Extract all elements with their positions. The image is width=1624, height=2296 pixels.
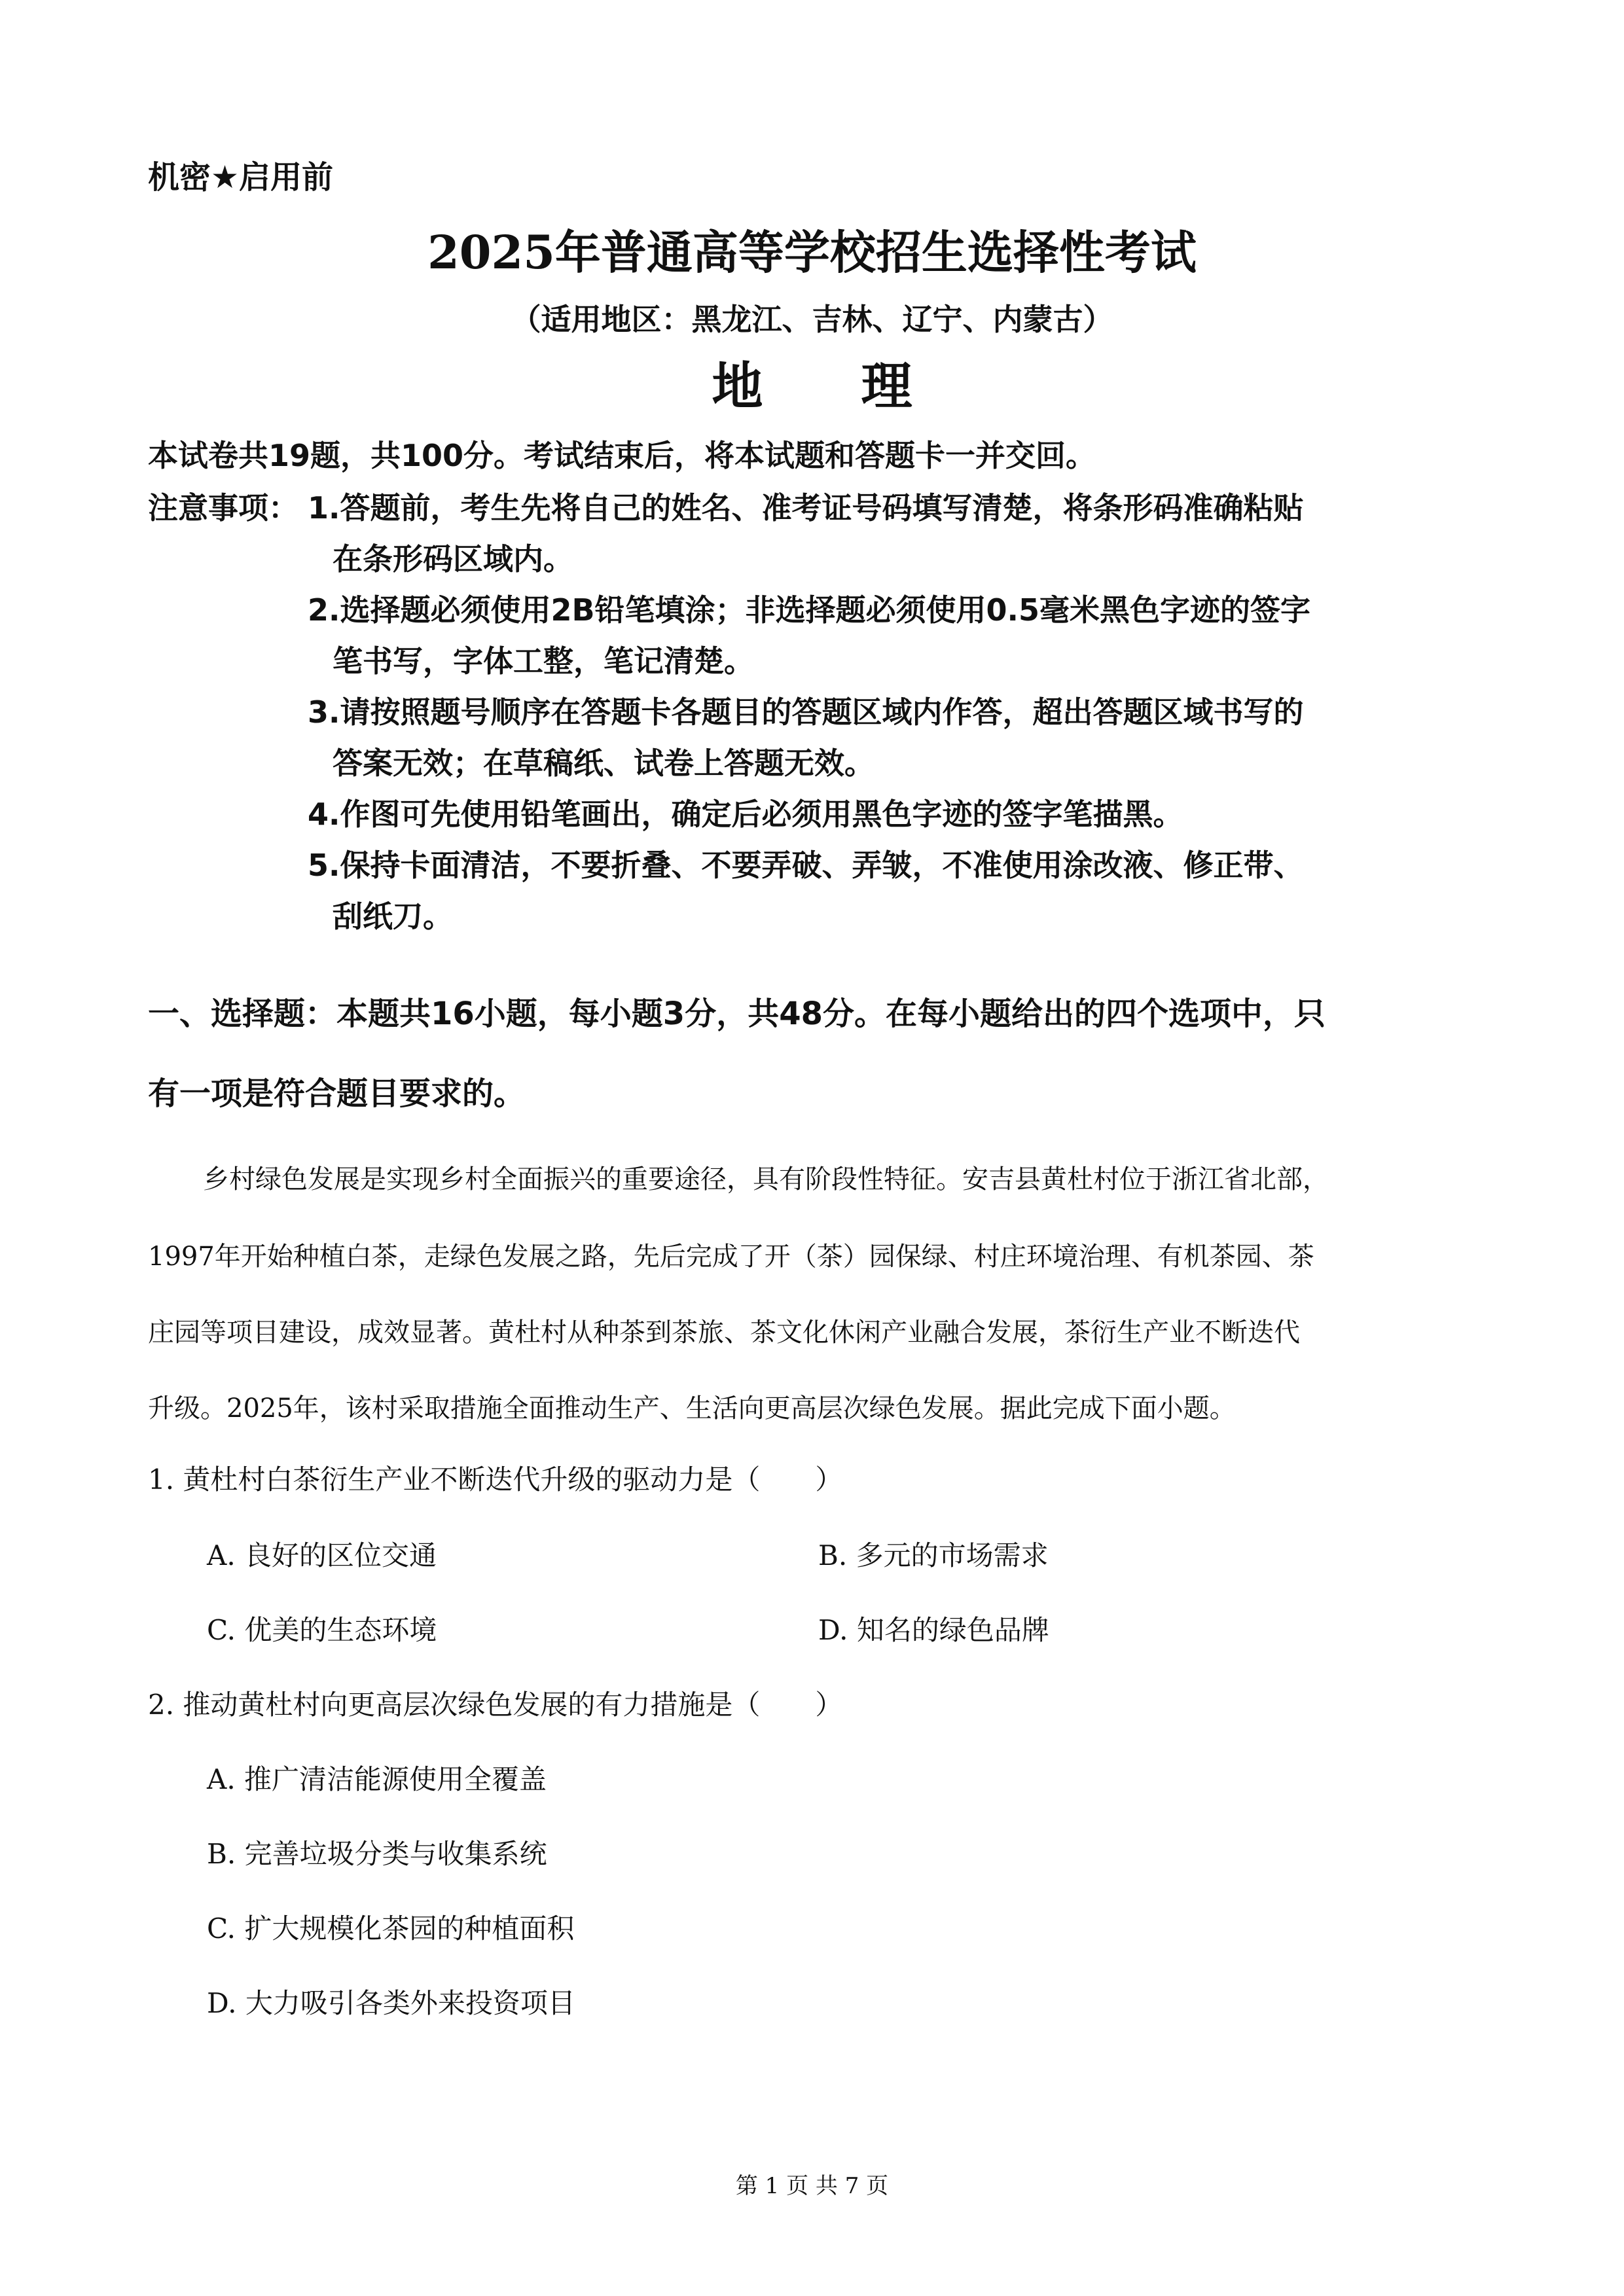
- subject-char-2: 理: [861, 357, 912, 416]
- question-1-option-b: B. 多元的市场需求: [818, 1539, 1049, 1571]
- subject-title: [0, 346, 1624, 419]
- page-footer: 第 1 页 共 7 页: [735, 2173, 889, 2199]
- question-2-stem: 2. 推动黄杜村向更高层次绿色发展的有力措施是（ ）: [148, 1689, 843, 1721]
- notice-item-5-line-1: 5.保持卡面清洁，不要折叠、不要弄破、弄皱，不准使用涂改液、修正带、: [308, 848, 1304, 883]
- exam-title: 2025年普通高等学校招生选择性考试: [427, 225, 1197, 279]
- notice-item-3-line-2: 答案无效；在草稿纸、试卷上答题无效。: [333, 745, 875, 781]
- material-line-2: 1997年开始种植白茶，走绿色发展之路，先后完成了开（茶）园保绿、村庄环境治理、有机茶园、茶: [148, 1242, 1314, 1272]
- applicable-region: （适用地区：黑龙江、吉林、辽宁、内蒙古）: [511, 302, 1113, 337]
- material-line-1: 乡村绿色发展是实现乡村全面振兴的重要途径，具有阶段性特征。安吉县黄杜村位于浙江省北部，: [203, 1164, 1329, 1194]
- question-2-option-b: B. 完善垃圾分类与收集系统: [207, 1838, 547, 1870]
- notice-item-1-line-1: 1.答题前，考生先将自己的姓名、准考证号码填写清楚，将条形码准确粘贴: [308, 490, 1304, 526]
- question-2-option-d: D. 大力吸引各类外来投资项目: [207, 1987, 575, 2019]
- question-1-option-d: D. 知名的绿色品牌: [818, 1614, 1049, 1646]
- section-heading-line-2: 有一项是符合题目要求的。: [148, 1075, 526, 1112]
- confidential-label: 机密★启用前: [148, 159, 334, 196]
- material-line-3: 庄园等项目建设，成效显著。黄杜村从种茶到茶旅、茶文化休闲产业融合发展，茶衍生产业不断迭代: [148, 1318, 1300, 1348]
- question-2-option-c: C. 扩大规模化茶园的种植面积: [207, 1912, 575, 1945]
- notice-item-2-line-2: 笔书写，字体工整，笔记清楚。: [333, 643, 754, 679]
- notice-label: 注意事项：: [148, 490, 298, 526]
- question-2-option-a: A. 推广清洁能源使用全覆盖: [207, 1763, 547, 1795]
- notice-item-5-line-2: 刮纸刀。: [333, 899, 453, 934]
- notice-item-4-line-1: 4.作图可先使用铅笔画出，确定后必须用黑色字迹的签字笔描黑。: [308, 797, 1183, 832]
- question-1-option-c: C. 优美的生态环境: [207, 1614, 437, 1646]
- material-line-4: 升级。2025年，该村采取措施全面推动生产、生活向更高层次绿色发展。据此完成下面小题。: [148, 1393, 1236, 1424]
- section-heading-line-1: 一、选择题：本题共16小题，每小题3分，共48分。在每小题给出的四个选项中，只: [148, 996, 1326, 1032]
- question-1-stem: 1. 黄杜村白茶衍生产业不断迭代升级的驱动力是（ ）: [148, 1463, 843, 1496]
- subject-char-1: 地: [712, 357, 763, 416]
- notice-item-1-line-2: 在条形码区域内。: [333, 541, 573, 577]
- notice-item-3-line-1: 3.请按照题号顺序在答题卡各题目的答题区域内作答，超出答题区域书写的: [308, 694, 1304, 730]
- exam-intro: 本试卷共19题，共100分。考试结束后，将本试题和答题卡一并交回。: [148, 438, 1096, 473]
- question-1-option-a: A. 良好的区位交通: [207, 1539, 437, 1571]
- notice-item-2-line-1: 2.选择题必须使用2B铅笔填涂；非选择题必须使用0.5毫米黑色字迹的签字: [308, 592, 1311, 628]
